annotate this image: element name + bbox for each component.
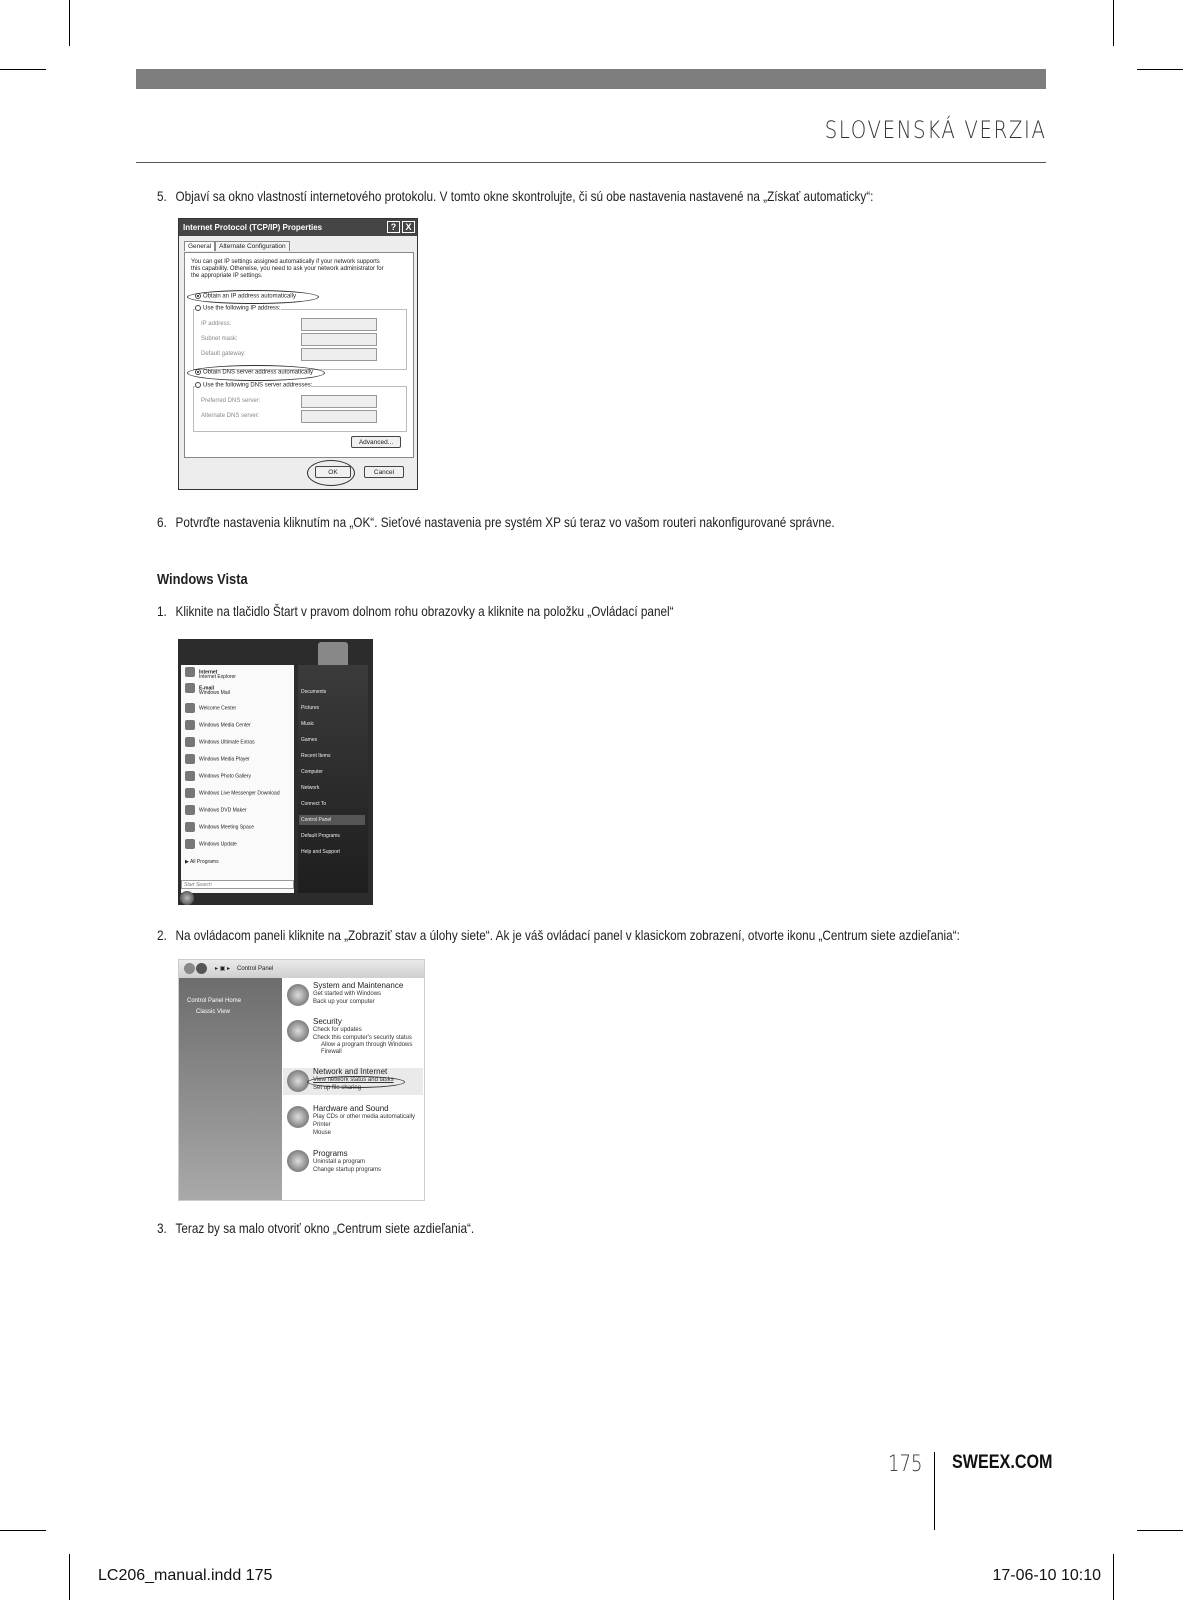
ip-address-field[interactable]	[301, 318, 377, 331]
crop-mark	[1113, 0, 1114, 46]
highlight-oval	[307, 1076, 405, 1088]
radio-icon	[195, 382, 201, 388]
start-item-windows-update[interactable]	[185, 839, 237, 849]
footer-divider	[934, 1452, 935, 1530]
print-timestamp: 17-06-10 10:10	[992, 1567, 1101, 1584]
photo-gallery-icon	[185, 771, 195, 781]
cancel-button[interactable]: Cancel	[364, 466, 404, 478]
hardware-sound-icon	[287, 1106, 309, 1128]
windows-vista-heading: Windows Vista	[157, 571, 248, 588]
general-panel	[184, 252, 414, 458]
category-hardware-sound	[313, 1105, 415, 1137]
radio-icon	[195, 305, 201, 311]
address-bar	[179, 960, 424, 978]
vista-control-panel	[178, 959, 425, 1201]
intro-line-3: the appropriate IP settings.	[191, 273, 263, 279]
subnet-mask-field[interactable]	[301, 333, 377, 346]
dns-group	[193, 386, 407, 432]
category-link[interactable]: Change startup programs	[313, 1167, 382, 1173]
category-link[interactable]: Check this computer's security status	[313, 1035, 412, 1041]
sidebar-classic-view-link[interactable]: Classic View	[196, 1009, 230, 1015]
dialog-titlebar	[179, 219, 417, 236]
back-icon[interactable]	[184, 963, 195, 974]
dialog-tabs	[184, 241, 290, 251]
category-title[interactable]: Security	[313, 1017, 342, 1026]
start-item-messenger[interactable]	[185, 788, 280, 798]
category-link[interactable]: Uninstall a program	[313, 1159, 366, 1165]
use-ip-radio[interactable]	[195, 305, 281, 313]
start-item-dvd-maker[interactable]	[185, 805, 247, 815]
start-right-computer[interactable]: Computer	[301, 769, 323, 775]
help-button[interactable]: ?	[387, 221, 400, 233]
all-programs[interactable]	[185, 859, 219, 865]
crop-mark	[69, 1554, 70, 1600]
start-right-network[interactable]: Network	[301, 785, 320, 791]
category-system-maintenance	[313, 982, 403, 1006]
default-gateway-label: Default gateway:	[201, 351, 246, 357]
step-text: Potvrďte nastavenia kliknutím na „OK“. Sieťové nastavenia pre systém XP sú teraz vo vašom routeri nakonfigurované správne.	[175, 514, 835, 530]
item-label: Windows DVD Maker	[199, 807, 247, 814]
category-link[interactable]: Get started with Windows	[313, 991, 382, 997]
obtain-ip-radio[interactable]	[195, 293, 296, 301]
category-link[interactable]: Allow a program through Windows Firewall	[321, 1042, 413, 1055]
start-right-games[interactable]: Games	[301, 737, 318, 743]
use-dns-radio[interactable]	[195, 382, 312, 390]
start-item-ultimate-extras[interactable]	[185, 737, 255, 747]
crop-mark	[1113, 1554, 1114, 1600]
category-title[interactable]: Network and Internet	[313, 1067, 388, 1076]
item-label: Windows Update	[199, 841, 237, 848]
tab-alternate-configuration[interactable]: Alternate Configuration	[215, 241, 290, 251]
mail-icon	[185, 683, 195, 693]
item-label: Windows Ultimate Extras	[199, 739, 255, 746]
forward-icon[interactable]	[196, 963, 207, 974]
item-label: Welcome Center	[199, 705, 237, 712]
start-right-connect-to[interactable]: Connect To	[301, 801, 327, 807]
step-text: Teraz by sa malo otvoriť okno „Centrum siete azdieľania“.	[175, 1220, 475, 1236]
start-item-meeting-space[interactable]	[185, 822, 254, 832]
section-title: SLOVENSKÁ VERZIA	[825, 116, 1047, 144]
category-programs	[313, 1150, 381, 1174]
category-security	[313, 1018, 421, 1056]
intro-line-1: You can get IP settings assigned automatically if your network supports	[191, 259, 380, 265]
start-item-media-player[interactable]	[185, 754, 250, 764]
advanced-button[interactable]: Advanced...	[351, 436, 401, 448]
preferred-dns-label: Preferred DNS server:	[201, 398, 261, 404]
start-right-music[interactable]: Music	[301, 721, 315, 727]
ip-address-label: IP address:	[201, 321, 232, 327]
obtain-dns-radio[interactable]	[195, 369, 313, 377]
use-ip-label: Use the following IP address:	[203, 305, 281, 312]
use-dns-label: Use the following DNS server addresses:	[203, 382, 313, 389]
start-item-photo-gallery[interactable]	[185, 771, 251, 781]
item-label: E-mail	[199, 685, 215, 692]
category-title[interactable]: Programs	[313, 1149, 348, 1158]
item-label: Internet	[199, 669, 218, 676]
item-sub: Internet Explorer	[199, 674, 236, 680]
start-right-pictures[interactable]: Pictures	[301, 705, 320, 711]
category-link[interactable]: Back up your computer	[313, 999, 375, 1005]
default-gateway-field[interactable]	[301, 348, 377, 361]
step-text: Na ovládacom paneli kliknite na „Zobraziť stav a úlohy siete“. Ak je váš ovládací panel v klasickom zobrazení, otvorte ikonu „Centrum siete azdieľania“:	[175, 927, 960, 943]
arrow-right-icon: ▶	[185, 859, 190, 865]
start-menu-places	[298, 665, 368, 893]
item-sub: Windows Mail	[199, 690, 230, 696]
welcome-center-icon	[185, 703, 195, 713]
crop-mark	[0, 1530, 46, 1531]
start-right-help[interactable]: Help and Support	[301, 849, 340, 855]
radio-icon	[195, 369, 201, 375]
tab-general[interactable]: General	[184, 241, 215, 251]
start-menu-programs	[181, 665, 294, 893]
internet-explorer-icon	[185, 667, 195, 677]
vista-step-2	[157, 927, 960, 943]
intro-line-2: this capability. Otherwise, you need to ask your network administrator for	[191, 266, 384, 272]
network-globe-icon	[287, 1070, 309, 1092]
item-label: Windows Meeting Space	[199, 824, 255, 831]
header-bar	[136, 69, 1046, 89]
close-button[interactable]: X	[402, 221, 415, 233]
start-search-input[interactable]: Start Search	[181, 880, 294, 889]
start-right-recent-items[interactable]: Recent Items	[301, 753, 331, 759]
category-link[interactable]: Printer	[313, 1122, 331, 1128]
radio-icon	[195, 293, 201, 299]
subnet-mask-label: Subnet mask:	[201, 336, 238, 342]
security-shield-icon	[287, 1020, 309, 1042]
preferred-dns-field[interactable]	[301, 395, 377, 408]
item-label: Windows Live Messenger Download	[199, 790, 280, 797]
sidebar-home-link[interactable]: Control Panel Home	[187, 998, 242, 1004]
windows-update-icon	[185, 839, 195, 849]
item-label: All Programs	[189, 859, 219, 865]
step-number: 2.	[157, 927, 167, 943]
step-text: Objaví sa okno vlastností internetového protokolu. V tomto okne skontrolujte, či sú obe nastavenia nastavené na „Získať automaticky“:	[175, 188, 874, 204]
page-number: 175	[888, 1452, 923, 1477]
system-maintenance-icon	[287, 984, 309, 1006]
media-center-icon	[185, 720, 195, 730]
ultimate-extras-icon	[185, 737, 195, 747]
meeting-space-icon	[185, 822, 195, 832]
category-title[interactable]: System and Maintenance	[313, 981, 404, 990]
folder-icon: ▸ ▣ ▸	[215, 966, 231, 972]
step-5	[157, 188, 873, 204]
brand-logo: SWEEX.COM	[952, 1452, 1053, 1473]
tcpip-properties-dialog	[178, 218, 418, 490]
alternate-dns-field[interactable]	[301, 410, 377, 423]
category-link[interactable]: Set up file sharing	[313, 1085, 362, 1091]
step-text: Kliknite na tlačidlo Štart v pravom dolnom rohu obrazovky a kliknite na položku „Ovládací panel“	[175, 603, 674, 619]
start-item-welcome-center[interactable]	[185, 703, 236, 713]
category-link[interactable]: Play CDs or other media automatically	[313, 1114, 416, 1120]
messenger-icon	[185, 788, 195, 798]
view-network-status-link[interactable]: View network status and tasks	[313, 1077, 394, 1083]
step-number: 5.	[157, 188, 167, 204]
vista-start-menu	[178, 639, 373, 905]
programs-icon	[287, 1150, 309, 1172]
item-label: Windows Media Center	[199, 722, 251, 729]
vista-step-3	[157, 1220, 474, 1236]
start-right-documents[interactable]: Documents	[301, 689, 327, 695]
vista-step-1	[157, 603, 674, 619]
start-right-default-programs[interactable]: Default Programs	[301, 833, 340, 839]
obtain-ip-label: Obtain an IP address automatically	[203, 293, 296, 300]
print-file-info: LC206_manual.indd 175	[98, 1567, 273, 1584]
item-label: Windows Media Player	[199, 756, 250, 763]
category-link[interactable]: Mouse	[313, 1130, 332, 1136]
dialog-title: Internet Protocol (TCP/IP) Properties	[183, 223, 323, 232]
step-number: 3.	[157, 1220, 167, 1236]
crop-mark	[1137, 1530, 1183, 1531]
item-label: Windows Photo Gallery	[199, 773, 251, 780]
crop-mark	[0, 69, 46, 70]
ok-button[interactable]: OK	[315, 466, 351, 478]
breadcrumb[interactable]: Control Panel	[237, 966, 274, 972]
obtain-dns-label: Obtain DNS server address automatically	[203, 369, 314, 376]
step-6	[157, 514, 835, 530]
step-number: 1.	[157, 603, 167, 619]
crop-mark	[1137, 69, 1183, 70]
media-player-icon	[185, 754, 195, 764]
start-item-media-center[interactable]	[185, 720, 251, 730]
category-title[interactable]: Hardware and Sound	[313, 1104, 389, 1113]
control-panel-sidebar	[179, 978, 282, 1200]
crop-mark	[69, 0, 70, 46]
step-number: 6.	[157, 514, 167, 530]
start-orb-icon[interactable]	[180, 891, 194, 905]
start-right-control-panel[interactable]: Control Panel	[299, 815, 365, 825]
dvd-maker-icon	[185, 805, 195, 815]
alternate-dns-label: Alternate DNS server:	[201, 413, 260, 419]
category-link[interactable]: Check for updates	[313, 1027, 362, 1033]
header-rule	[136, 162, 1046, 163]
